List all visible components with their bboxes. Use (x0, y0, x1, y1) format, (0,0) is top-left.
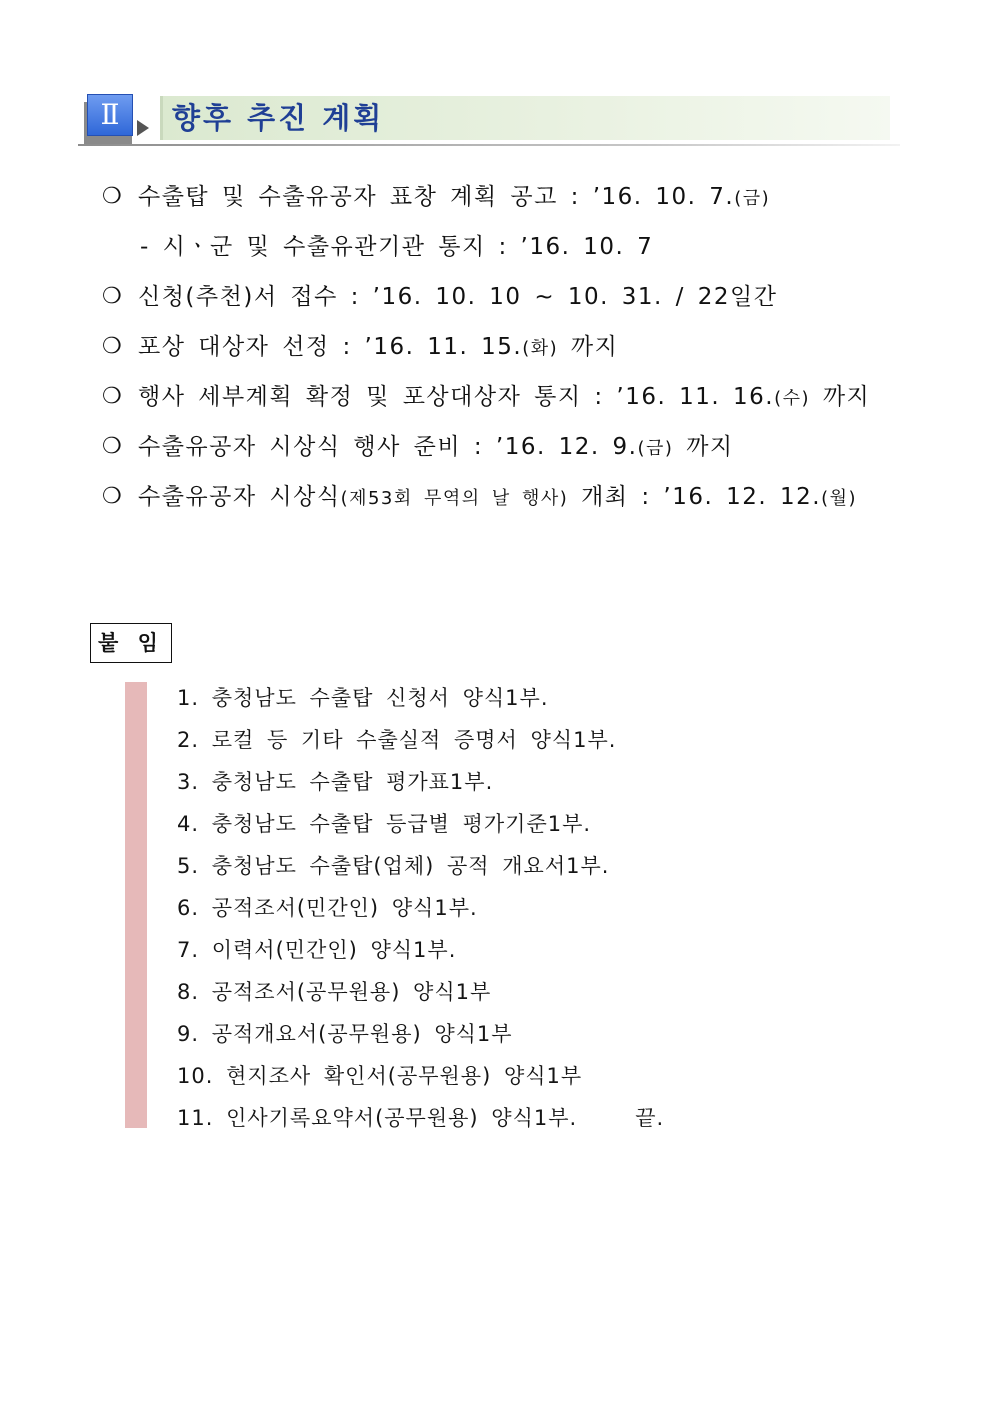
attachment-item: 3. 충청남도 수출탑 평가표1부. (177, 770, 494, 794)
attachment-item: 1. 충청남도 수출탑 신청서 양식1부. (177, 686, 549, 710)
plan-item-tail: 까지 (558, 334, 619, 360)
plan-item-note: (제53회 무역의 날 행사) (340, 488, 569, 509)
attachment-item-text: 11. 인사기록요약서(공무원용) 양식1부. (177, 1106, 578, 1130)
attachment-item: 7. 이력서(민간인) 양식1부. (177, 938, 457, 962)
circle-bullet-icon: ❍ (102, 384, 124, 409)
triangle-arrow-icon (137, 120, 149, 136)
section-underline (78, 144, 900, 146)
plan-item-tail: 까지 (673, 434, 734, 460)
plan-item-text: 수출유공자 시상식 행사 준비 : ’16. 12. 9. (138, 434, 638, 460)
section-header (78, 90, 900, 152)
plan-item-day: (화) (522, 338, 559, 359)
attachment-item: 2. 로컬 등 기타 수출실적 증명서 양식1부. (177, 728, 617, 752)
plan-item-day: (금) (637, 438, 674, 459)
circle-bullet-icon: ❍ (102, 484, 124, 509)
plan-item-text: 신청(추천)서 접수 : ’16. 10. 10 ~ 10. 31. / 22일간 (138, 284, 778, 310)
attachment-item: 4. 충청남도 수출탑 등급별 평가기준1부. (177, 812, 592, 836)
plan-item-text: 행사 세부계획 확정 및 포상대상자 통지 : ’16. 11. 16. (138, 384, 775, 410)
attachment-item-last (177, 1100, 897, 1142)
plan-item (102, 174, 902, 224)
plan-item (102, 374, 902, 424)
attachment-label: 붙 임 (90, 623, 172, 663)
plan-item (102, 324, 902, 374)
plan-item-day: (월) (821, 488, 858, 509)
circle-bullet-icon: ❍ (102, 284, 124, 309)
attachment-item: 8. 공적조서(공무원용) 양식1부 (177, 980, 492, 1004)
attachment-item: 9. 공적개요서(공무원용) 양식1부 (177, 1022, 513, 1046)
circle-bullet-icon: ❍ (102, 434, 124, 459)
plan-sub-item (102, 224, 902, 274)
plan-item-text: 수출유공자 시상식 (138, 484, 341, 510)
attachment-item: 5. 충청남도 수출탑(업체) 공적 개요서1부. (177, 854, 610, 878)
plan-list (102, 174, 902, 524)
attachment-side-bar (125, 682, 147, 1128)
plan-item-day: (수) (774, 388, 811, 409)
plan-item (102, 474, 902, 524)
attachment-item: 6. 공적조서(민간인) 양식1부. (177, 896, 478, 920)
circle-bullet-icon: ❍ (102, 334, 124, 359)
plan-item (102, 424, 902, 474)
attachment-list (177, 680, 897, 1142)
circle-bullet-icon: ❍ (102, 184, 124, 209)
section-number: Ⅱ (87, 94, 133, 136)
plan-sub-item-text: - 시ㆍ군 및 수출유관기관 통지 : ’16. 10. 7 (140, 234, 654, 260)
plan-item-text: 포상 대상자 선정 : ’16. 11. 15. (138, 334, 523, 360)
end-mark: 끝. (635, 1106, 665, 1130)
plan-item-tail: 개최 : ’16. 12. 12. (568, 484, 822, 510)
plan-item-tail: 까지 (810, 384, 871, 410)
attachment-item: 10. 현지조사 확인서(공무원용) 양식1부 (177, 1064, 583, 1088)
plan-item (102, 274, 902, 324)
plan-item-text: 수출탑 및 수출유공자 표창 계획 공고 : ’16. 10. 7. (138, 184, 735, 210)
plan-item-day: (금) (734, 188, 771, 209)
section-title: 향후 추진 계획 (172, 101, 385, 135)
